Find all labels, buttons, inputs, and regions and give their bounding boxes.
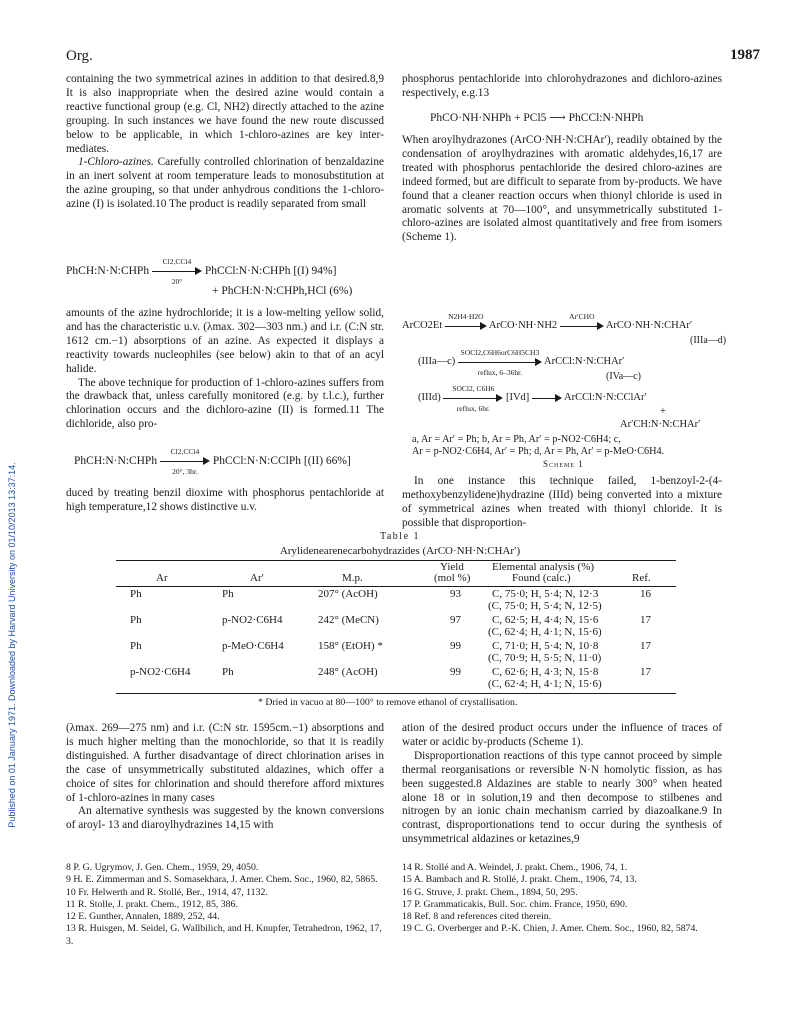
- cell-ar: Ph: [130, 588, 142, 600]
- column-header: Yield: [440, 561, 464, 573]
- left-column-top: [66, 73, 384, 212]
- scheme-label: (IVa—c): [606, 371, 641, 382]
- reference-item: 11 R. Stolle, J. prakt. Chem., 1912, 85, 386.: [66, 898, 238, 910]
- reaction-arrow: [560, 311, 604, 331]
- references-left: [66, 862, 384, 948]
- paragraph: When aroylhydrazones (ArCO·NH·N:CHAr′), readily obtained by the condensation of aroylhydrazines with aromatic aldehydes,16,17 are treated with phosphorus pentachloride the desired chloro-azines are indeed formed, but are difficult to separate from by-products. We have found that a cleaner reaction occurs when thionyl chloride is used in aromatic solvents at 70—100°, and unsymmetrically substituted 1-chloro-azines are isolated almost quantitatively and free from isomers (Scheme 1).: [402, 134, 722, 244]
- reference-item: 8 P. G. Ugrymov, J. Gen. Chem., 1959, 29, 4050.: [66, 862, 259, 873]
- paragraph: Disproportionation reactions of this type cannot proceed by simple thermal reorganisations or reversible N·N homolytic fission, as has been suggested.8 Aldazines are stable to nearly 300° when heated alone 18 or in solution,19 and then decompose to stilbenes and nitrogen by an ionic chain mechanism carried by diazoalkane.9 In contrast, disproportionations tend to occur during the synthesis of unsymmetrical aldazines or ketazines,9: [402, 749, 722, 846]
- scheme-caption: Scheme 1: [543, 459, 584, 469]
- cell-yield: 97: [450, 614, 461, 626]
- arrow-condition: 20°: [171, 277, 183, 287]
- scheme-plus: +: [660, 406, 666, 417]
- right-column-body: [402, 134, 722, 245]
- reference-item: 16 G. Struve, J. prakt. Chem., 1894, 50, 295.: [402, 886, 578, 898]
- arrow-condition: Cl2,CCl4: [170, 447, 200, 457]
- page-number: 1987: [730, 47, 760, 63]
- reference-item: 17 P. Grammaticakis, Bull. Soc. chim. France, 1950, 690.: [402, 898, 628, 910]
- cell-mp: 248° (AcOH): [318, 666, 378, 678]
- cell-calc: (C, 70·9; H, 5·5; N, 11·0): [488, 652, 602, 664]
- scheme-compound: (IIId): [418, 392, 441, 403]
- references-right: [402, 862, 722, 936]
- scheme-step-2: [418, 347, 625, 377]
- scheme-compound: (IIIa—c): [418, 356, 456, 367]
- reaction-arrow: [160, 447, 210, 477]
- arrow-condition: Cl2,CCl4: [162, 257, 192, 267]
- paragraph: In one instance this technique failed, 1-benzoyl-2-(4-methoxybenzylidene)hydrazine (IIId) being converted into a mixture of symmetrical azines when treated with thionyl chloride. It is possible that disproportion-: [402, 475, 722, 529]
- cell-found: C, 62·5; H, 4·4; N, 15·6: [492, 614, 599, 626]
- left-column-mid: [66, 307, 384, 432]
- reference-item: 10 Fr. Helwerth and R. Stollé, Ber., 1914, 47, 1132.: [66, 886, 268, 898]
- reaction-arrow: [443, 383, 503, 413]
- section-heading: 1-Chloro-azines.: [78, 156, 154, 169]
- paragraph: (λmax. 269—275 nm) and i.r. (C:N str. 1595cm.−1) absorptions and is much higher melting than the monochloride, so that it is readily distinguished. A further disadvantage of direct chlorination arises in the case of unsymmetrically substituted aldazines, which offer a choice of sites for chlorination and should therefore afford mixtures of 1-chloro-azines in many cases: [66, 722, 384, 804]
- cell-found: C, 71·0; H, 5·4; N, 10·8: [492, 640, 599, 652]
- cell-ar: Ph: [130, 614, 142, 626]
- equation-reactant: PhCH:N·N:CHPh: [66, 265, 150, 277]
- scheme-step-1: [402, 311, 693, 331]
- side-note-text: Published on 01 January 1971. Downloaded by Harvard University on 01/10/2013 13:37:14.: [7, 462, 17, 828]
- reference-item: 18 Ref. 8 and references cited therein.: [402, 911, 552, 923]
- arrow-condition: 20°, 3hr.: [172, 467, 198, 477]
- scheme-legend: Ar = p-NO2·C6H4, Ar′ = Ph; d, Ar = Ph, Ar′ = p-MeO·C6H4.: [412, 446, 665, 457]
- scheme-compound: ArCCl:N·N:CClAr′: [563, 392, 647, 403]
- cell-ref: 17: [640, 614, 651, 626]
- cell-mp: 158° (EtOH) *: [318, 640, 383, 652]
- equation-product: PhCCl:N·N:CHPh [(I) 94%]: [204, 265, 337, 277]
- right-column-bottom: [402, 722, 722, 847]
- equation-2: [74, 447, 351, 477]
- cell-calc: (C, 75·0; H, 5·4; N, 12·5): [488, 600, 602, 612]
- reference-item: 15 A. Bambach and R. Stollé, J. prakt. Chem., 1906, 74, 13.: [402, 874, 637, 886]
- cell-calc: (C, 62·4; H, 4·1; N, 15·6): [488, 626, 602, 638]
- scheme-compound: ArCO·NH·N:CHAr′: [605, 320, 693, 331]
- paragraph: An alternative synthesis was suggested by the known conversions of aroyl- 13 and diaroylhydrazines 14,15 with: [66, 805, 384, 832]
- equation-reactant: PhCH:N·N:CHPh: [74, 455, 158, 467]
- equation-3: PhCO·NH·NHPh + PCl5 ⟶ PhCCl:N·NHPh: [430, 112, 644, 124]
- cell-found: C, 62·6; H, 4·3; N, 15·8: [492, 666, 599, 678]
- cell-arp: p-MeO·C6H4: [222, 640, 284, 652]
- scheme-compound: ArCO2Et: [402, 320, 443, 331]
- scheme-step-3: [418, 383, 647, 413]
- reaction-arrow: [445, 311, 487, 331]
- cell-yield: 99: [450, 666, 461, 678]
- paragraph: amounts of the azine hydrochloride; it is a low-melting yellow solid, and has the characteristic u.v. (λmax. 302—303 nm.) and i.r. (C:N str. 1612 cm.−1) absorptions of an azine. As expected it displays a reactivity towards nucleophiles (see below) akin to that of an acyl halide.: [66, 307, 384, 375]
- paragraph-text: Carefully controlled chlorination of benzaldazine in an inert solvent at room temperature leads to monosubstitution at the azine grouping, so that under anhydrous conditions the 1-chloro-azine (I) is isolated.10 The product is readily separated from small: [66, 156, 384, 211]
- scheme-legend: a, Ar = Ar′ = Ph; b, Ar = Ph, Ar′ = p-NO2·C6H4; c,: [412, 434, 621, 445]
- reference-item: 14 R. Stollé and A. Weindel, J. prakt. Chem., 1906, 74, 1.: [402, 862, 628, 873]
- arrow-condition: Ar′CHO: [569, 311, 595, 321]
- arrow-condition: SOCl2, C6H6: [452, 383, 495, 393]
- arrow-condition: N2H4·H2O: [448, 311, 484, 321]
- paragraph: ation of the desired product occurs under the influence of traces of water or acidic by-products (Scheme 1).: [402, 722, 722, 748]
- left-column-bottom: [66, 722, 384, 833]
- column-header: M.p.: [342, 572, 363, 584]
- journal-header: Org.: [66, 48, 93, 64]
- cell-ar: Ph: [130, 640, 142, 652]
- scheme-compound: ArCO·NH·NH2: [488, 320, 558, 331]
- cell-yield: 99: [450, 640, 461, 652]
- paragraph: phosphorus pentachloride into chlorohydrazones and dichloro-azines respectively, e.g.13: [402, 73, 722, 99]
- cell-arp: p-NO2·C6H4: [222, 614, 283, 626]
- left-column-continue: [66, 487, 384, 515]
- reference-item: 13 R. Huisgen, M. Seidel, G. Wallbilich, and H. Knupfer, Tetrahedron, 1962, 17, 3.: [66, 923, 382, 947]
- column-header: Found (calc.): [512, 572, 571, 584]
- scheme-compound: ArCCl:N·N:CHAr′: [543, 356, 625, 367]
- scheme-compound: Ar′CH:N·N:CHAr′: [620, 419, 701, 430]
- table-header-rule: [116, 586, 676, 587]
- arrow-condition: SOCl2,C6H6orC6H5CH3: [460, 347, 540, 357]
- paragraph: The above technique for production of 1-chloro-azines suffers from the drawback that, unless carefully monitored (e.g. by t.l.c.), further chlorination occurs and the dichloro-azine (II) is formed.11 The dichloride, also pro-: [66, 376, 384, 431]
- equation-1-byproduct: + PhCH:N·N:CHPh,HCl (6%): [212, 285, 353, 297]
- cell-ref: 16: [640, 588, 651, 600]
- cell-yield: 93: [450, 588, 461, 600]
- reference-item: 19 C. G. Overberger and P.-K. Chien, J. Amer. Chem. Soc., 1960, 82, 5874.: [402, 923, 698, 935]
- paragraph: [66, 156, 384, 212]
- cell-ar: p-NO2·C6H4: [130, 666, 191, 678]
- cell-mp: 207° (AcOH): [318, 588, 378, 600]
- cell-calc: (C, 62·4; H, 4·1; N, 15·6): [488, 678, 602, 690]
- paragraph: duced by treating benzil dioxime with phosphorus pentachloride at high temperature,12 shows distinctive u.v.: [66, 487, 384, 513]
- arrow-condition: reflux, 6–36hr.: [477, 367, 523, 377]
- equation-1: [66, 257, 337, 287]
- right-column-top: [402, 73, 722, 101]
- column-header: Ar: [156, 572, 168, 584]
- reference-item: 9 H. E. Zimmerman and S. Somasekhara, J. Amer. Chem. Soc., 1960, 82, 5865.: [66, 874, 378, 886]
- table-footnote: * Dried in vacuo at 80—100° to remove ethanol of crystallisation.: [258, 697, 518, 708]
- scheme-compound: [IVd]: [505, 392, 530, 403]
- cell-mp: 242° (MeCN): [318, 614, 379, 626]
- reaction-arrow: [458, 347, 542, 377]
- table-label: Table 1: [379, 531, 421, 542]
- table-title: Arylidenearenecarbohydrazides (ArCO·NH·N:CHAr′): [279, 545, 521, 557]
- table-bottom-rule: [116, 693, 676, 694]
- column-header: Ar′: [250, 572, 265, 584]
- cell-arp: Ph: [222, 588, 234, 600]
- reaction-arrow: [152, 257, 202, 287]
- arrow-condition: reflux, 6hr.: [456, 403, 490, 413]
- column-header: Ref.: [632, 572, 651, 584]
- scheme-label: (IIIa—d): [690, 335, 727, 346]
- column-header: Elemental analysis (%): [492, 561, 595, 573]
- cell-arp: Ph: [222, 666, 234, 678]
- cell-found: C, 75·0; H, 5·4; N, 12·3: [492, 588, 599, 600]
- column-header: (mol %): [434, 572, 471, 584]
- side-publication-note: [2, 300, 16, 1000]
- equation-product: PhCCl:N·N:CClPh [(II) 66%]: [212, 455, 351, 467]
- right-column-after-scheme: [402, 475, 722, 531]
- cell-ref: 17: [640, 666, 651, 678]
- cell-ref: 17: [640, 640, 651, 652]
- reaction-arrow: [532, 393, 562, 403]
- paragraph: containing the two symmetrical azines in addition to that desired.8,9 It is also inappropriate when the desired azine would contain a reactive functional group (e.g. Cl, NH2) directly attached to the azine grouping. In such instances we have found the new route discussed below to be applicable, in which 1-chloro-azines are key intermediates.: [66, 73, 384, 155]
- reference-item: 12 E. Gunther, Annalen, 1889, 252, 44.: [66, 911, 220, 923]
